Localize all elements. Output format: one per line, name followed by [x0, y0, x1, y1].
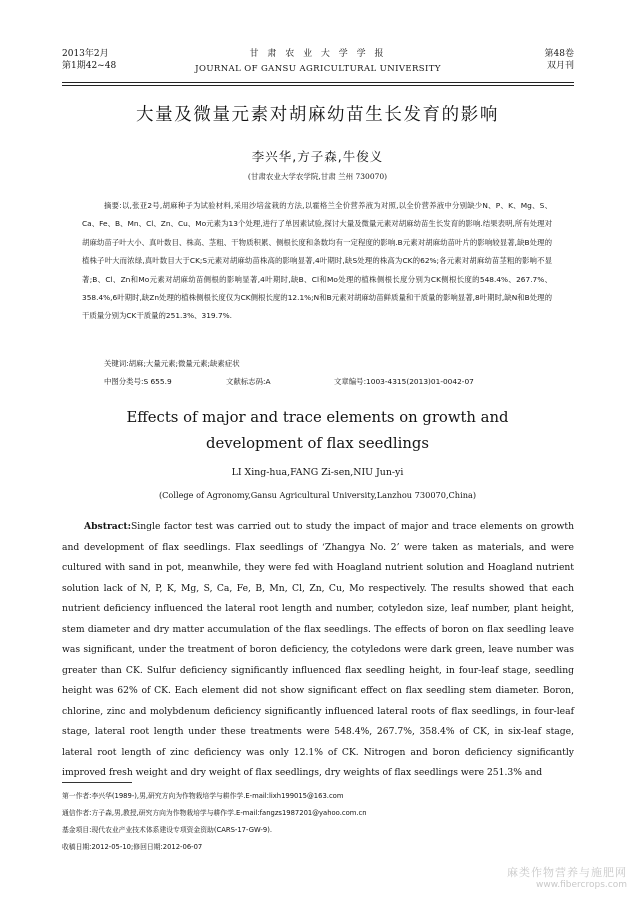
authors-en: LI Xing-hua,FANG Zi-sen,NIU Jun-yi	[231, 467, 404, 478]
issue-pages: 第1期42~48	[62, 61, 117, 71]
clc-number: 中图分类号:S 655.9	[104, 377, 172, 386]
footnote-rule	[62, 782, 132, 783]
journal-name-cn: 甘 肃 农 业 大 学 学 报	[249, 49, 387, 59]
header-rule-bottom	[62, 85, 574, 86]
article-title-en	[0, 405, 635, 457]
article-number: 文章编号:1003-4315(2013)01-0042-07	[334, 377, 474, 386]
affiliation-cn: (甘肃农业大学农学院,甘肃 兰州 730070)	[247, 172, 388, 181]
article-title-en-line1: Effects of major and trace elements on growth and	[126, 409, 509, 426]
abstract-en-label: Abstract:	[84, 521, 131, 532]
footnote-corresponding-author: 通信作者:方子森,男,教授,研究方向为作物栽培学与耕作学.E-mail:fangzs1987201@yahoo.com.cn	[62, 809, 367, 817]
volume-number: 第48卷	[544, 49, 574, 59]
affiliation-en: (College of Agronomy,Gansu Agricultural University,Lanzhou 730070,China)	[158, 490, 477, 500]
footnote-first-author: 第一作者:李兴华(1989-),男,研究方向为作物栽培学与耕作学.E-mail:lixh199015@163.com	[62, 792, 344, 800]
document-code: 文献标志码:A	[226, 377, 271, 386]
article-title-en-line2: development of flax seedlings	[206, 435, 429, 452]
issue-date: 2013年2月	[62, 49, 109, 59]
journal-name-en: JOURNAL OF GANSU AGRICULTURAL UNIVERSITY	[195, 64, 441, 74]
watermark-site-name: 麻类作物营养与施肥网	[507, 866, 627, 879]
abstract-cn: 摘要:以,张亚2号,胡麻种子为试验材料,采用沙培盆栽的方法,以霍格兰全价营养液为对照,以全价营养液中分别缺少N、P、K、Mg、S、Ca、Fe、B、Mn、Cl、Zn、Cu、Mo元素为13个处理,进行了单因素试验,探讨大量及微量元素对胡麻幼苗生长发育的影响.结果表明,所有处理对胡麻幼苗子叶大小、真叶数目、株高、茎粗、干物质积累、侧根长度和条数均有一定程度的影响.B元素对胡麻幼苗叶片的影响较显著,缺B处理的植株子叶大而浓绿,真叶数目大于CK;S元素对胡麻幼苗株高的影响显著,4叶期时,缺S处理的株高为CK的62%;各元素对胡麻幼苗茎粗的影响不显著;B、Cl、Zn和Mo元素对胡麻幼苗侧根的影响显著,4叶期时,缺B、Cl和Mo处理的植株侧根长度分别为CK侧根长度的548.4%、267.7%、358.4%,6叶期时,缺Zn处理的植株侧根长度仅为CK侧根长度的12.1%;N和B元素对胡麻幼苗鲜质量和干质量的影响显著,8叶期时,缺N和B处理的干质量分别为CK干质量的251.3%、319.7%.	[82, 201, 552, 321]
footnote-fund: 基金项目:现代农业产业技术体系建设专项资金资助(CARS-17-GW-9).	[62, 826, 273, 834]
watermark-site-url: www.fibercrops.com	[536, 880, 627, 890]
volume-info	[545, 48, 574, 72]
journal-header	[62, 48, 574, 82]
article-title-cn: 大量及微量元素对胡麻幼苗生长发育的影响	[136, 105, 499, 125]
abstract-en	[62, 517, 574, 784]
site-watermark	[507, 864, 627, 890]
header-rule-top	[62, 82, 574, 83]
abstract-en-text: Single factor test was carried out to study the impact of major and trace elements on growth and development of flax seedlings. Flax seedlings of ‘Zhangya No. 2’ were taken as materials, and were cultured with sand in pot, meanwhile, they were fed with Hoagland nutrient solution and Hoagland nutrient solution lack of N, P, K, Mg, S, Ca, Fe, B, Mn, Cl, Zn, Cu, Mo respectively. The results showed that each nutrient deficiency influenced the lateral root length and number, cotyledon size, leaf number, plant height, stem diameter and dry matter accumulation of the flax seedlings. The effects of boron on flax seedling leave was significant, under the treatment of boron deficiency, the cotyledons were dark green, leave number was greater than CK. Sulfur deficiency significantly influenced flax seedling height, in four-leaf stage, seedling height was 62% of CK. Each element did not show significant effect on flax seedling stem diameter. Boron, chlorine, zinc and molybdenum deficiency significantly influenced lateral roots of flax seedlings, in four-leaf stage, lateral root length under these treatments were 548.4%, 267.7%, 358.4% of CK, in six-leaf stage, lateral root length of zinc deficiency was only 12.1% of CK. Nitrogen and boron deficiency significantly improved fresh weight and dry weight of flax seedlings, dry weights of flax seedlings were 251.3% and	[62, 521, 574, 778]
publication-frequency: 双月刊	[546, 61, 574, 71]
keywords-cn: 关键词:胡麻;大量元素;微量元素;缺素症状	[104, 359, 240, 368]
journal-name	[62, 48, 574, 75]
authors-cn: 李兴华,方子森,牛俊义	[251, 149, 384, 164]
footnote-dates: 收稿日期:2012-05-10;修回日期:2012-06-07	[62, 843, 203, 851]
